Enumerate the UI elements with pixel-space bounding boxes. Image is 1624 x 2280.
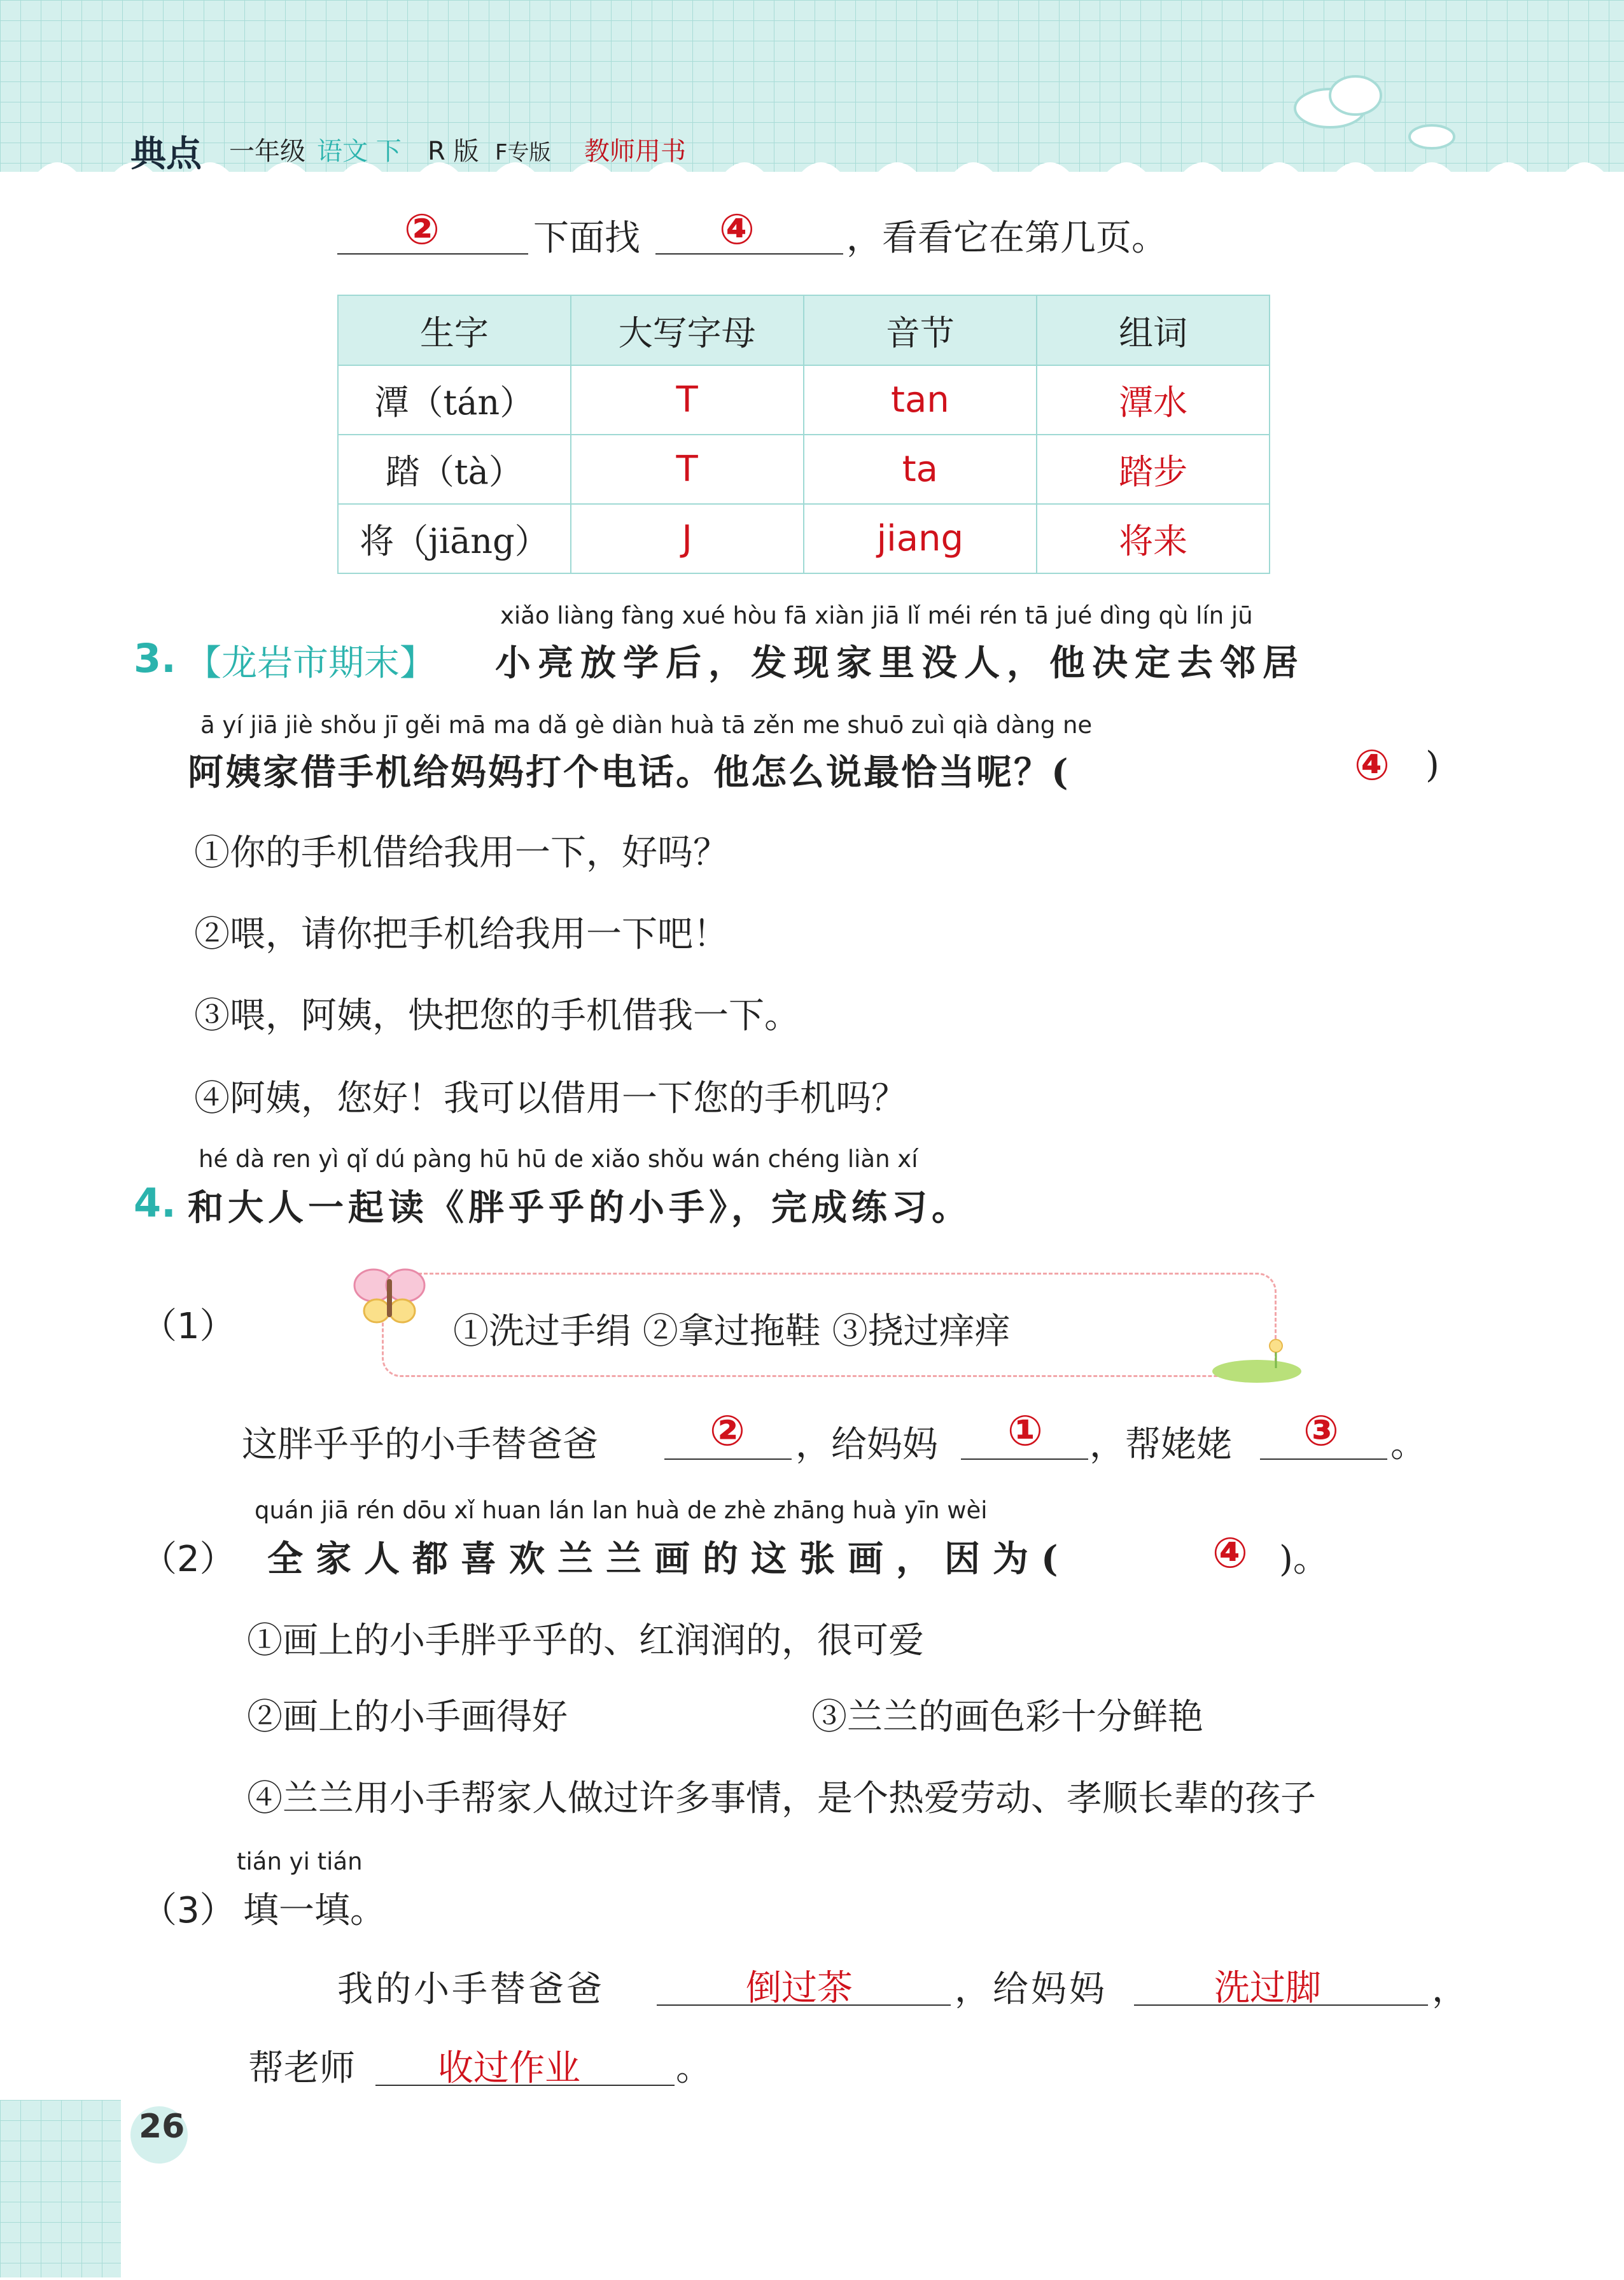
header-subject: 语文 下 [317,137,402,166]
table-row [338,504,1270,573]
table-cell-word: 将来 [1037,504,1270,573]
table-cell-char: 踏（tà） [338,435,571,504]
q4-part1-ans2: ① [1007,1406,1043,1455]
q4-part2-text: 全家人都喜欢兰兰画的这张画，因为( [267,1538,1071,1580]
q3-number: 3. [134,635,176,682]
q3-source: 【龙岩市期末】 [186,643,435,684]
q4-part2-answer: ④ [1212,1528,1248,1577]
table-cell-char: 潭（tán） [338,365,571,435]
blank-line [664,1458,792,1460]
table-cell-char: 将（jiāng） [338,504,571,573]
q4-part1-ans3: ③ [1303,1406,1339,1455]
q4-part3-ans1: 倒过茶 [746,1968,853,2009]
table-cell-capital: T [571,435,804,504]
answer-blank2: ④ [719,205,755,254]
q4-part1-ans1: ② [710,1406,745,1455]
blank-line [1260,1458,1387,1460]
table-header: 大写字母 [571,295,804,365]
q4-part3-text2: ，给妈妈 [955,1969,1107,2010]
q4-part2-pinyin: quán jiā rén dōu xǐ huan lán lan huà de zhè zhāng huà yīn wèi [255,1497,988,1524]
q4-part3-text1: 我的小手替爸爸 [337,1969,605,2010]
q4-part2-close: )。 [1279,1539,1329,1580]
q4-pinyin: hé dà ren yì qǐ dú pàng hū hū de xiǎo shǒu wán chéng liàn xí [199,1145,918,1173]
table-cell-syllable: jiang [804,504,1037,573]
q4-part3-ans3: 收过作业 [438,2048,580,2089]
header-book-type: 教师用书 [584,137,686,166]
q4-part3-ans2: 洗过脚 [1214,1968,1321,2009]
fill-text1: 下面找 [533,218,640,259]
q4-part3-text3: ， [1432,1969,1467,2010]
q4-part1-text3: ，帮姥姥 [1089,1424,1232,1465]
table-cell-word: 踏步 [1037,435,1270,504]
table-header: 生字 [338,295,571,365]
q4-part2-option: ④兰兰用小手帮家人做过许多事情，是个热爱劳动、孝顺长辈的孩子 [247,1778,1316,1819]
brand-logo: 典点 [130,134,202,175]
q3-pinyin1: xiǎo liàng fàng xué hòu fā xiàn jiā lǐ méi rén tā jué dìng qù lín jū [500,602,1253,629]
table-header: 组词 [1037,295,1270,365]
header-special: F专版 [495,140,551,165]
table-row [338,435,1270,504]
q4-part2-option: ①画上的小手胖乎乎的、红润润的，很可爱 [247,1620,924,1661]
q4-number: 4. [134,1180,176,1226]
q4-part1-text2: ，给妈妈 [795,1424,938,1465]
q4-part1-label: （1） [141,1306,235,1347]
q4-part3-label: （3） [141,1890,235,1931]
q4-part3-pinyin: tián yi tián [237,1848,363,1875]
q3-option: ③喂，阿姨，快把您的手机借我一下。 [194,995,800,1037]
q4-part1-end: 。 [1390,1424,1426,1465]
page-number: 26 [139,2108,185,2146]
q4-part3-text4: 帮老师 [248,2048,355,2089]
fill-text2: ，看看它在第几页。 [846,218,1167,259]
q3-close: ) [1425,745,1439,786]
table-cell-word: 潭水 [1037,365,1270,435]
header-grade: 一年级 [229,137,305,166]
table-cell-syllable: tan [804,365,1037,435]
table-header-row [338,295,1270,365]
table-header: 音节 [804,295,1037,365]
q3-answer: ④ [1354,741,1390,790]
q4-part3-title: 填一填。 [243,1890,386,1931]
table-cell-syllable: ta [804,435,1037,504]
q4-part2-option: ③兰兰的画色彩十分鲜艳 [811,1696,1203,1738]
q4-title: 和大人一起读《胖乎乎的小手》，完成练习。 [188,1187,972,1229]
header-edition: R 版 [428,137,479,166]
character-table [337,295,1270,574]
q4-part1-text1: 这胖乎乎的小手替爸爸 [242,1424,598,1465]
table-cell-capital: J [571,504,804,573]
q4-part3-end: 。 [676,2048,711,2089]
q3-option: ④阿姨，您好！我可以借用一下您的手机吗？ [194,1078,907,1119]
answer-blank1: ② [404,205,440,254]
q3-line2: 阿姨家借手机给妈妈打个电话。他怎么说最恰当呢？( [188,752,1070,794]
table-cell-capital: T [571,365,804,435]
butterfly-icon [351,1260,428,1330]
q3-line1: 小亮放学后，发现家里没人，他决定去邻居 [495,642,1305,684]
q4-part2-option: ②画上的小手画得好 [247,1696,568,1738]
table-row [338,365,1270,435]
q3-option: ②喂，请你把手机给我用一下吧！ [194,914,729,955]
q4-part2-label: （2） [141,1539,235,1580]
q4-part1-box: ①洗过手绢 ②拿过拖鞋 ③挠过痒痒 [453,1311,1011,1352]
blank-line [961,1458,1088,1460]
q3-option: ①你的手机借给我用一下，好吗？ [194,832,729,874]
grass-icon [1206,1333,1308,1384]
q3-pinyin2: ā yí jiā jiè shǒu jī gěi mā ma dǎ gè diàn huà tā zěn me shuō zuì qià dàng ne [200,711,1093,739]
